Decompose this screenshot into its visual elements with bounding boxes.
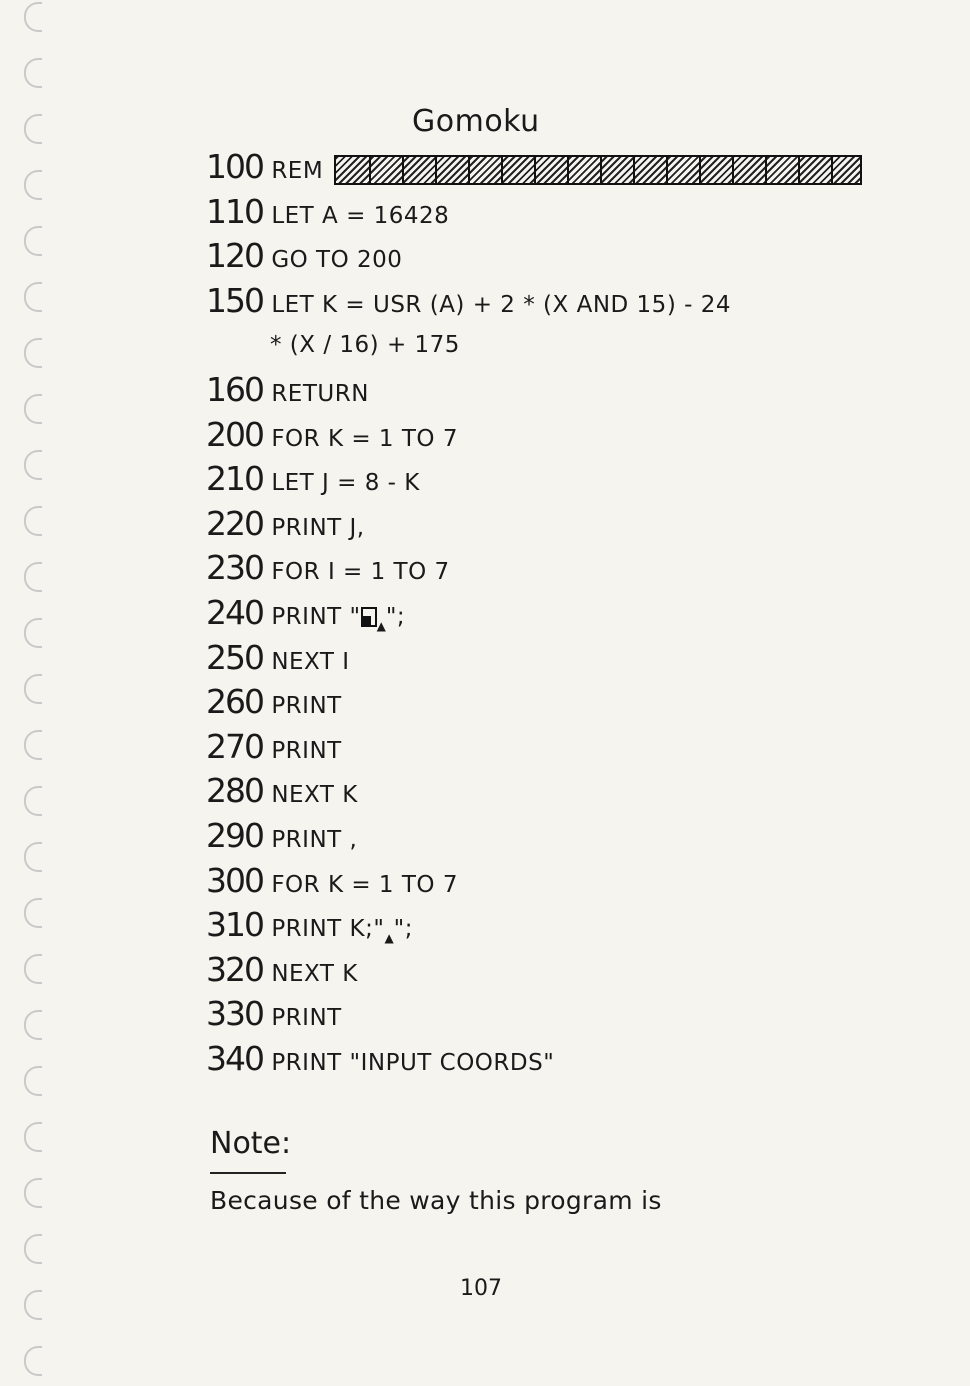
code-line [206, 725, 862, 770]
line-number: 230 [206, 548, 263, 588]
note-heading: Note: [210, 1126, 292, 1161]
binding-hole [24, 170, 42, 200]
code-text: FOR K = 1 TO 7 [271, 871, 458, 898]
binding-hole [24, 674, 42, 704]
binding-hole [24, 1010, 42, 1040]
binding-hole [24, 1122, 42, 1152]
code-line [206, 680, 862, 725]
code-text: PRINT J, [271, 514, 365, 541]
code-line-continuation [206, 323, 862, 368]
code-text: PRINT "INPUT COORDS" [271, 1049, 555, 1076]
code-line [206, 502, 862, 547]
binding-hole [24, 2, 42, 32]
code-text: NEXT K [271, 960, 358, 987]
binding-holes [18, 0, 48, 1386]
code-line [206, 992, 862, 1037]
triangle-glyph: ▲ [384, 931, 394, 946]
binding-hole [24, 954, 42, 984]
line-number: 260 [206, 682, 263, 722]
line-number: 160 [206, 369, 263, 409]
note-text: Because of the way this program is [210, 1186, 662, 1215]
page-title: Gomoku [412, 104, 540, 139]
code-text: NEXT I [271, 648, 350, 675]
line-number: 320 [206, 949, 263, 989]
line-number: 300 [206, 860, 263, 900]
binding-hole [24, 618, 42, 648]
binding-hole [24, 450, 42, 480]
binding-hole [24, 562, 42, 592]
code-text: LET A = 16428 [271, 202, 450, 229]
code-line [206, 190, 862, 235]
page-number: 107 [460, 1276, 502, 1301]
code-line [206, 859, 862, 904]
note-underline [210, 1172, 286, 1174]
line-number: 120 [206, 236, 263, 276]
code-line [206, 1037, 862, 1082]
line-number: 150 [206, 280, 263, 320]
graphics-block-bar [334, 155, 862, 185]
program-listing [206, 145, 862, 1081]
line-number: 100 [206, 147, 263, 186]
binding-hole [24, 1346, 42, 1376]
code-text: LET J = 8 - K [271, 470, 420, 497]
binding-hole [24, 1066, 42, 1096]
code-line [206, 948, 862, 993]
code-text: FOR I = 1 TO 7 [271, 559, 450, 586]
line-number: 290 [206, 815, 263, 855]
code-line: 310 PRINT $K;"_▲$"; [206, 903, 862, 948]
binding-hole [24, 58, 42, 88]
line-number: 200 [206, 414, 263, 454]
binding-hole [24, 282, 42, 312]
line-number: 330 [206, 994, 263, 1034]
code-line [206, 279, 862, 324]
line-number: 210 [206, 459, 263, 499]
binding-hole [24, 338, 42, 368]
binding-hole [24, 1234, 42, 1264]
code-text: PRINT " [271, 603, 361, 630]
code-line [206, 234, 862, 279]
line-number: 280 [206, 771, 263, 811]
code-text: NEXT K [271, 782, 358, 809]
code-text: PRINT [271, 737, 342, 764]
binding-hole [24, 1178, 42, 1208]
code-line [206, 368, 862, 413]
code-line [206, 413, 862, 458]
binding-hole [24, 506, 42, 536]
code-line [206, 814, 862, 859]
code-line [206, 457, 862, 502]
binding-hole [24, 898, 42, 928]
binding-hole [24, 730, 42, 760]
code-text: * (X / 16) + 175 [270, 332, 460, 359]
code-text: PRINT , [271, 826, 358, 853]
binding-hole [24, 114, 42, 144]
code-line [206, 636, 862, 681]
line-number: 240 [206, 592, 263, 632]
graphics-square-glyph [361, 607, 377, 627]
code-text: PRINT [271, 1005, 342, 1032]
binding-hole [24, 394, 42, 424]
triangle-glyph: ▲ [376, 618, 386, 633]
binding-hole [24, 842, 42, 872]
code-line [206, 769, 862, 814]
code-text: LET K = USR (A) + 2 * (X AND 15) - 24 [271, 291, 731, 318]
code-line [206, 546, 862, 591]
line-number: 340 [206, 1038, 263, 1078]
line-number: 310 [206, 905, 263, 945]
code-text: REM [271, 158, 324, 184]
code-text: GO TO 200 [271, 247, 403, 274]
binding-hole [24, 226, 42, 256]
code-line: 240 PRINT " $_▲$"; [206, 591, 862, 636]
line-number: 110 [206, 191, 263, 231]
code-text: RETURN [271, 380, 369, 407]
line-number: 220 [206, 503, 263, 543]
code-text: FOR K = 1 TO 7 [271, 425, 458, 452]
code-text: PRINT [271, 693, 342, 720]
code-text: PRINT K;" [271, 916, 385, 943]
line-number: 250 [206, 637, 263, 677]
line-number: 270 [206, 726, 263, 766]
binding-hole [24, 1290, 42, 1320]
code-line [206, 145, 862, 190]
binding-hole [24, 786, 42, 816]
